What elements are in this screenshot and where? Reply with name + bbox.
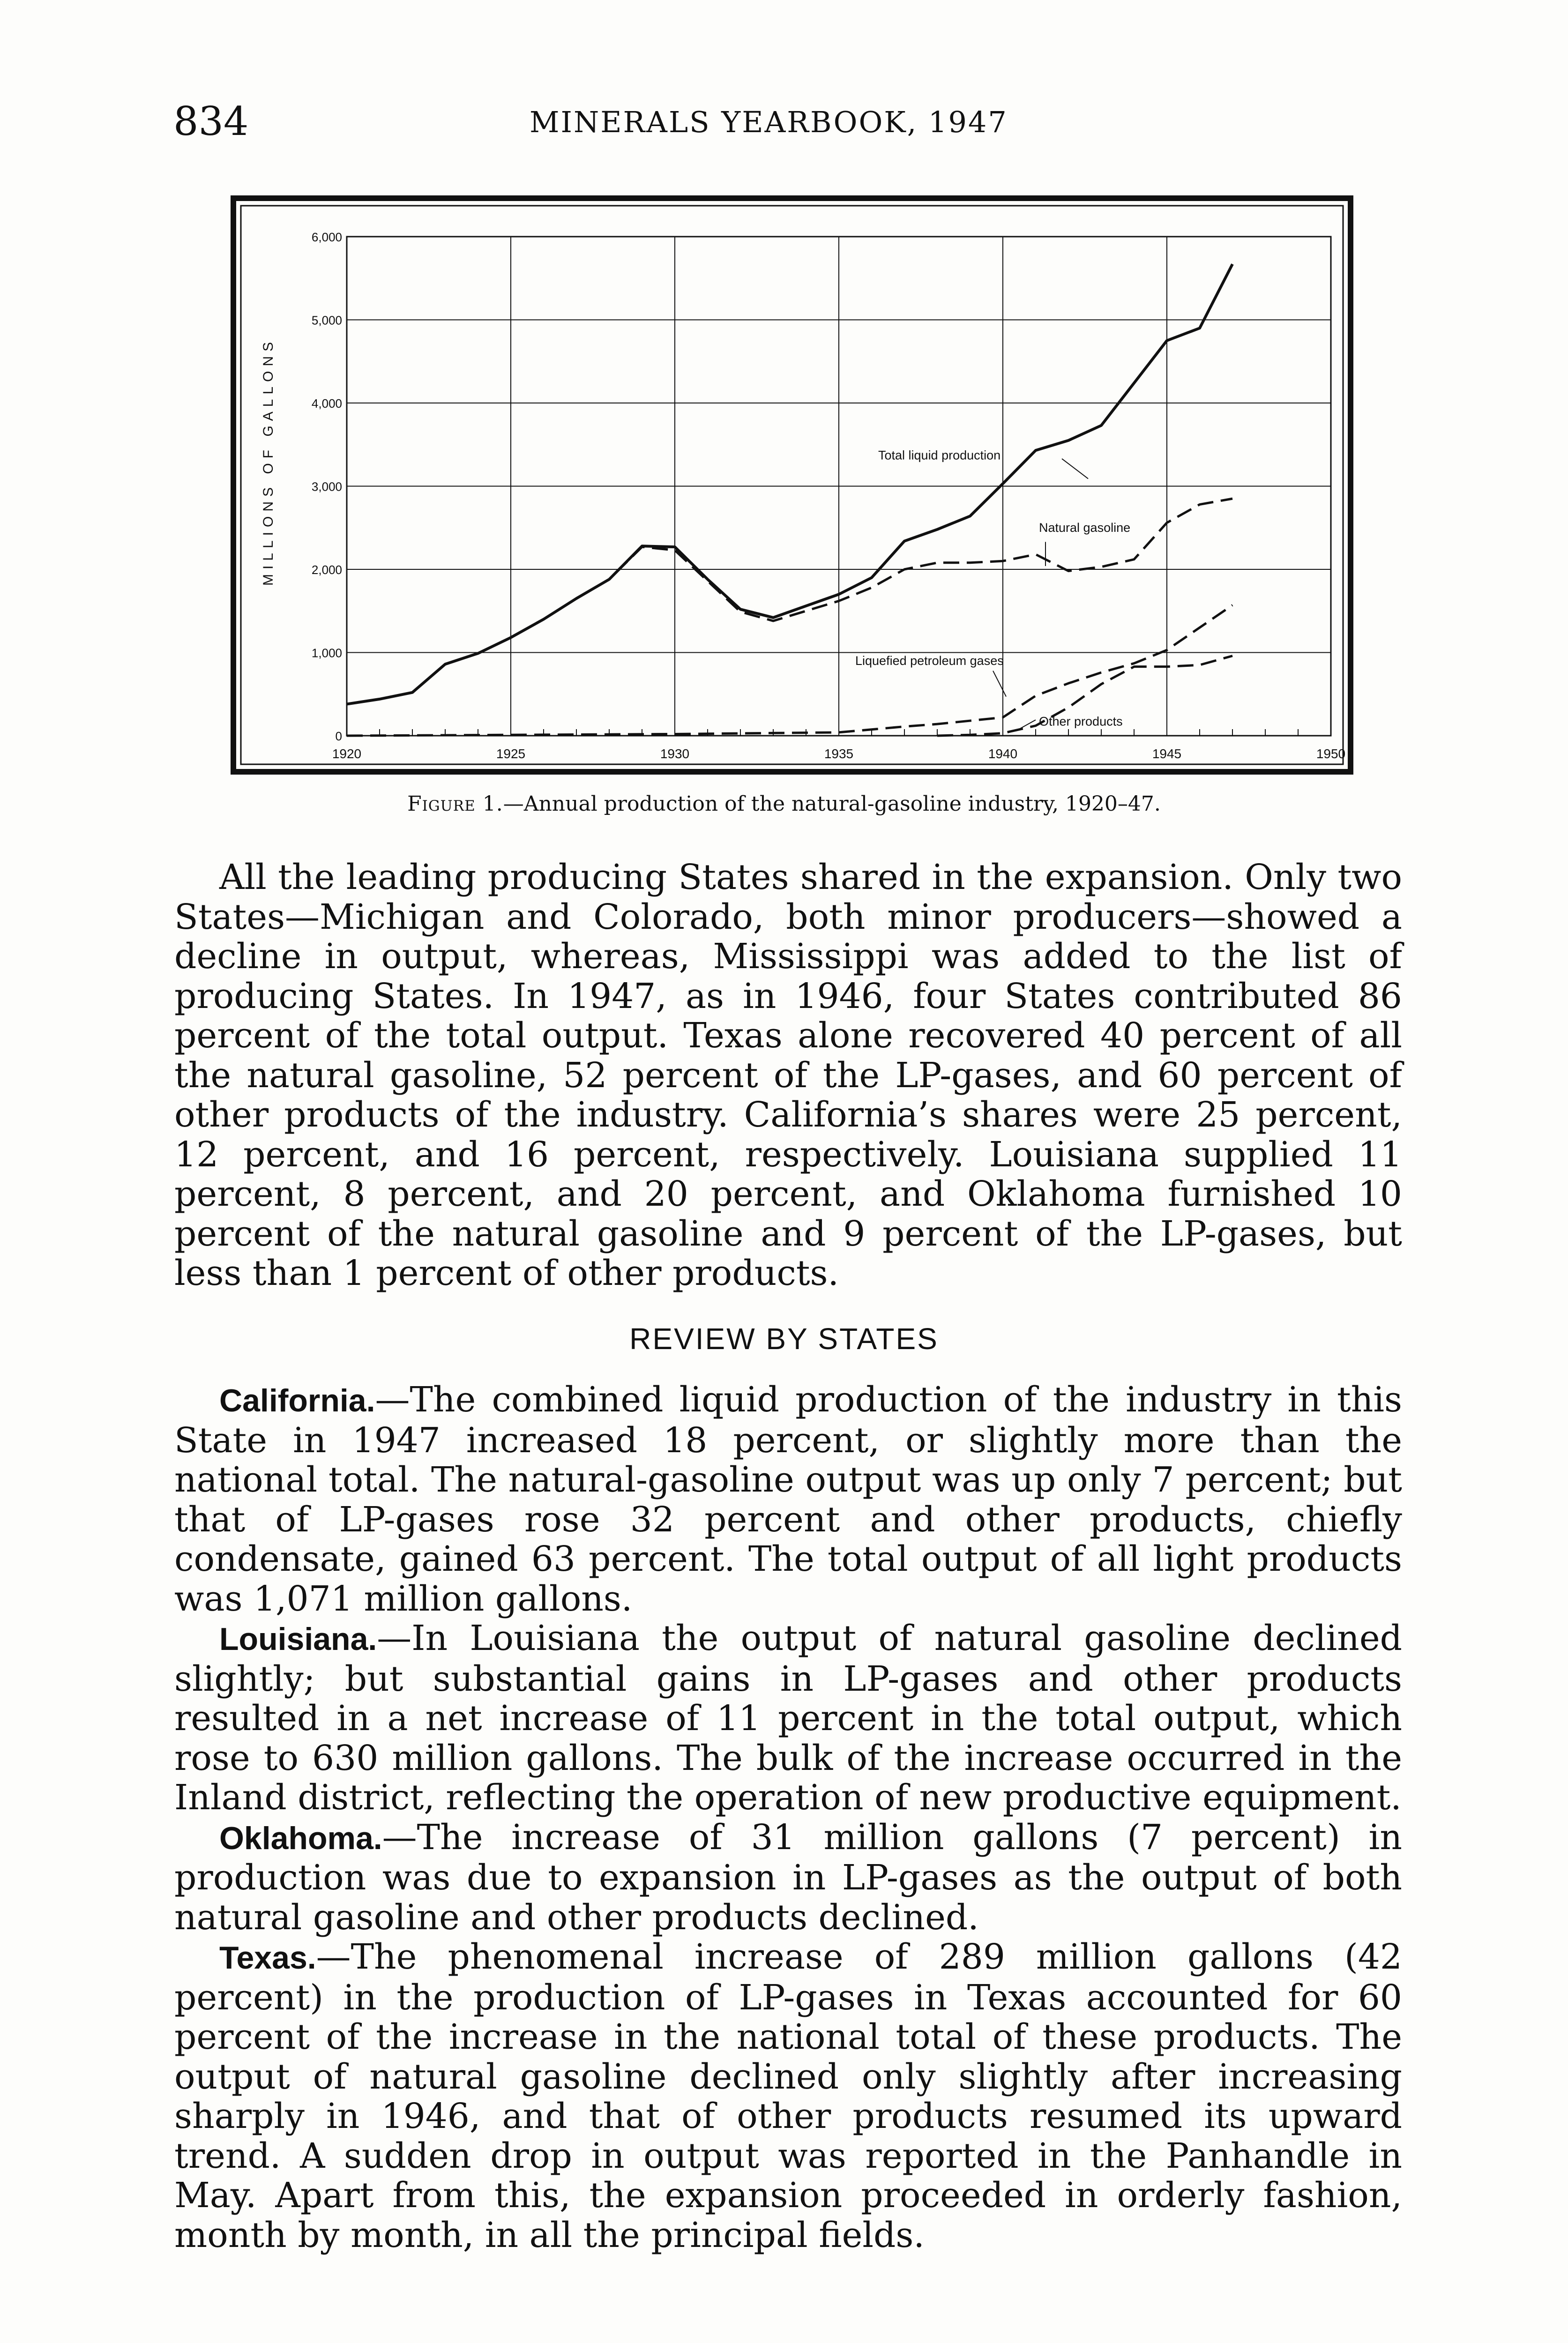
paragraph-states-expansion: All the leading producing States shared in the expansion. Only two States—Michigan and Colorado, both minor producers—showed a decline in output, whereas, Mississippi was added to the list of producing States. In 1947, as in 1946, four States contributed 86 percent of the total output. Texas alone recovered 40 percent of all the natural gasoline, 52 percent of the LP-gases, and 60 percent of other products of the industry. California’s shares were 25 percent, 12 percent, and 16 percent, respectively. Louisiana supplied 11 percent, 8 percent, and 20 percent, and Oklahoma furnished 10 percent of the natural gasoline and 9 percent of the LP-gases, but less than 1 percent of other products. xyxy=(174,857,1402,1293)
x-tick-label: 1930 xyxy=(660,746,690,761)
state-name-texas: Texas. xyxy=(219,1940,316,1976)
y-tick-label: 2,000 xyxy=(311,563,342,577)
production-chart xyxy=(230,194,1354,776)
chart-annotations xyxy=(855,448,1130,729)
paragraph-texas xyxy=(174,1937,1402,2255)
state-name-california: California. xyxy=(219,1383,375,1418)
states-section xyxy=(174,1380,1402,2255)
louisiana-text: —In Louisiana the output of natural gasoline declined slightly; but substantial gains in LP-gases and other products resulted in a net increase of 11 percent in the total output, which rose to 630 million gallons. The bulk of the increase occurred in the Inland district, reflecting the operation of new productive equipment. xyxy=(174,1618,1402,1818)
annotation-pointer xyxy=(993,671,1006,697)
paragraph-louisiana xyxy=(174,1619,1402,1818)
figure-caption-text: —Annual production of the natural-gasoline industry, 1920–47. xyxy=(503,792,1161,816)
x-tick-label: 1920 xyxy=(332,746,362,761)
chart-ticks xyxy=(312,230,1345,761)
series-line-0 xyxy=(347,264,1232,704)
y-tick-label: 3,000 xyxy=(311,479,342,494)
y-tick-label: 5,000 xyxy=(311,313,342,328)
y-tick-label: 1,000 xyxy=(311,646,342,660)
x-tick-label: 1950 xyxy=(1316,746,1346,761)
x-tick-label: 1940 xyxy=(988,746,1018,761)
state-name-louisiana: Louisiana. xyxy=(219,1621,377,1657)
california-text: —The combined liquid production of the industry in this State in 1947 increased 18 percent, or slightly more than the national total. The natural-gasoline output was up only 7 percent; but that of LP-gases rose 32 percent and other products, chiefly condensate, gained 63 percent. The total output of all light products was 1,071 million gallons. xyxy=(174,1380,1402,1619)
annotation-label: Liquefied petroleum gases xyxy=(855,654,1004,668)
chart-series xyxy=(347,264,1232,736)
annotation-pointer xyxy=(1019,720,1036,729)
oklahoma-text: —The increase of 31 million gallons (7 percent) in production was due to expansion in LP-gases as the output of both natural gasoline and other products declined. xyxy=(174,1817,1402,1938)
chart-grid xyxy=(347,237,1331,736)
intro-section xyxy=(174,858,1402,1293)
annotation-label: Total liquid production xyxy=(878,448,1001,463)
running-title: MINERALS YEARBOOK, 1947 xyxy=(530,105,1008,139)
paragraph-california xyxy=(174,1380,1402,1619)
chart-outer-frame xyxy=(233,198,1351,772)
y-tick-label: 4,000 xyxy=(311,396,342,410)
y-tick-label: 6,000 xyxy=(311,230,342,244)
annotation-pointer xyxy=(1062,459,1088,479)
y-tick-label: 0 xyxy=(335,729,342,743)
annotation-label: Other products xyxy=(1039,714,1123,729)
page-number: 834 xyxy=(173,98,249,144)
figure-caption xyxy=(0,792,1568,816)
page-header xyxy=(173,98,1401,144)
x-tick-label: 1945 xyxy=(1152,746,1182,761)
annotation-label: Natural gasoline xyxy=(1039,521,1131,535)
paragraph-oklahoma xyxy=(174,1818,1402,1938)
figure-caption-lead: Figure 1. xyxy=(407,792,503,816)
state-name-oklahoma: Oklahoma. xyxy=(219,1820,382,1856)
x-tick-label: 1925 xyxy=(496,746,526,761)
chart-inner-frame xyxy=(241,206,1346,764)
texas-text: —The phenomenal increase of 289 million gallons (42 percent) in the production of LP-gases in Texas accounted for 60 percent of the increase in the national total of these products. The output of natural gasoline declined only slightly after increasing sharply in 1946, and that of other products resumed its upward trend. A sudden drop in output was reported in the Panhandle in May. Apart from this, the expansion proceeded in orderly fashion, month by month, in all the principal fields. xyxy=(174,1937,1402,2255)
section-heading: REVIEW BY STATES xyxy=(629,1322,939,1356)
y-axis-label: MILLIONS OF GALLONS xyxy=(261,337,276,586)
x-tick-label: 1935 xyxy=(824,746,854,761)
